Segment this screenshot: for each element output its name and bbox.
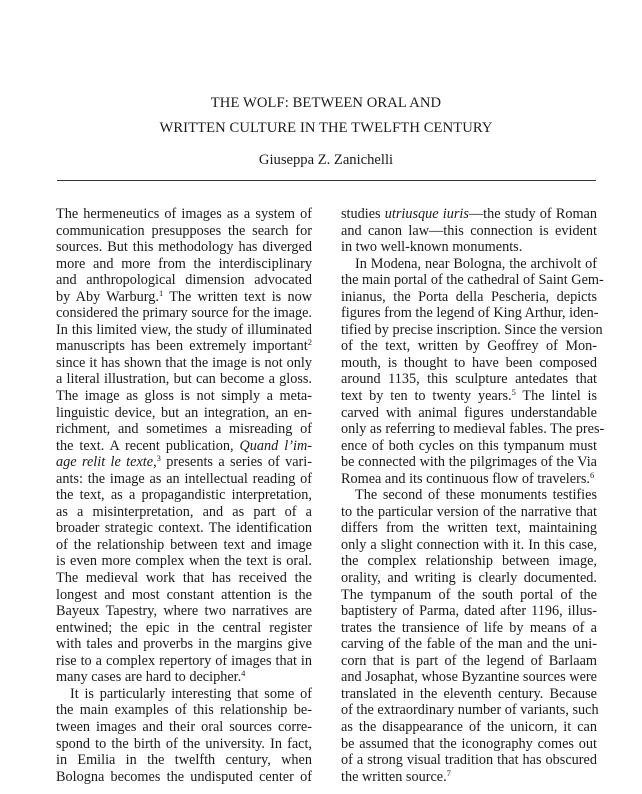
footnote-ref[interactable]: 3 [156, 453, 161, 464]
italic-title: age relit le texte, [56, 454, 157, 471]
article-title-line-2: WRITTEN CULTURE IN THE TWELFTH CENTURY [159, 120, 493, 136]
text-line: since it has shown that the image is not only [56, 354, 312, 371]
right-column [341, 206, 605, 785]
text-line: the main portal of the cathedral of Saint Gem- [341, 272, 604, 289]
footnote-ref[interactable]: 2 [307, 337, 312, 348]
footnote-ref[interactable]: 4 [241, 668, 246, 679]
text-line: and canon law—this connection is evident [341, 222, 597, 239]
text-line: richment, and sometimes a misreading of [56, 421, 312, 438]
text-line: tified by precise inscription. Since the version [341, 321, 603, 338]
text-line: of the extraordinary number of variants, such [341, 702, 599, 719]
text-line: figures from the legend of King Arthur, iden- [341, 305, 599, 322]
article-title-line-1: THE WOLF: BETWEEN ORAL AND [210, 95, 442, 111]
text-line: The second of these monuments testifies [355, 487, 597, 504]
text-line: the text, as a propagandistic interpretation, [56, 487, 312, 504]
footnote-ref[interactable]: 6 [589, 469, 595, 480]
text-line: mouth, is thought to have been composed [341, 354, 597, 371]
text-line: and anthropological dimension advocated [56, 272, 312, 289]
footnote-ref[interactable]: 1 [158, 287, 164, 298]
text-line: around 1135, this sculpture antedates that [341, 371, 597, 388]
text-line: many cases are hard to decipher.$^4$ [56, 668, 246, 686]
text-line: and Josaphat, whose Byzantine sources were [341, 669, 597, 686]
footnote-ref[interactable]: 7 [446, 767, 451, 778]
text-line: The hermeneutics of images as a system of [56, 206, 312, 222]
text-line: with tales and proverbs in the margins give [56, 636, 312, 653]
text-line: in two well-known monuments. [341, 239, 523, 256]
text-line: linguistic device, but an integration, an en- [56, 404, 312, 421]
text-line: entwined; the epic in the central register [56, 619, 312, 636]
text-line: age relit le texte,$^3$ presents a series of vari- [56, 453, 312, 471]
text-line: trates the transience of life by means of a [341, 619, 597, 636]
text-line: In this limited view, the study of illuminated [56, 321, 312, 338]
text-line: Bayeux Tapestry, where two narratives are [56, 603, 312, 620]
text-line: In Modena, near Bologna, the archivolt of [355, 255, 597, 272]
text-line: text by ten to twenty years.$^5$ The lintel is [341, 387, 597, 405]
text-line: the written source.$^7$ [341, 767, 451, 785]
text-line: The medieval work that has received the [56, 570, 312, 587]
text-line: more and more from the interdisciplinary [56, 255, 312, 272]
text-line: It is particularly interesting that some of [70, 685, 312, 702]
text-line: translated in the eleventh century. Because [341, 685, 597, 702]
text-line: the main examples of this relationship be- [56, 702, 312, 719]
text-line: manuscripts has been extremely important$^2$ [56, 337, 312, 355]
text-line: Bologna becomes the undisputed center of [56, 768, 312, 785]
text-line: as the disappearance of the unicorn, it can [341, 718, 597, 735]
text-line: considered the primary source for the image. [56, 305, 312, 322]
text-line: tween images and their oral sources corre- [56, 718, 312, 735]
text-line: differs from the written text, maintaining [341, 520, 597, 537]
text-line: of the text, written by Geoffrey of Mon- [341, 338, 597, 355]
italic-phrase: utriusque iuris [384, 206, 469, 222]
text-line: orality, and writing is clearly documented. [341, 570, 597, 587]
text-line: only as referring to medieval fables. The pres- [341, 421, 605, 438]
text-line: inianus, the Porta della Pescheria, depicts [341, 288, 597, 305]
text-line: rise to a complex repertory of images that in [56, 652, 312, 669]
text-line: as a misinterpretation, and as part of a [56, 503, 312, 520]
text-line: ence of both cycles on this tympanum must [341, 437, 597, 454]
text-line: carving of the fable of the man and the uni- [341, 636, 597, 653]
text-line: ants: the image as an intellectual reading of [56, 470, 312, 487]
text-line: broader strategic context. The identification [56, 520, 312, 537]
footnote-ref[interactable]: 5 [511, 387, 516, 398]
text-line: carved with animal figures understandable [341, 404, 597, 421]
text-line: baptistery of Parma, dated after 1196, illus- [341, 603, 597, 620]
text-line: communication presupposes the search for [56, 222, 312, 239]
text-line: the text. A recent publication, Quand l’im- [56, 437, 312, 454]
text-line: The image as gloss is not simply a meta- [56, 388, 312, 405]
text-line: be connected with the pilgrimages of the Via [341, 454, 597, 471]
text-line: the complex relationship between image, [341, 553, 597, 570]
author-name: Giuseppa Z. Zanichelli [258, 152, 394, 168]
text-line: Romea and its continuous flow of travelers.$^6$ [341, 469, 595, 487]
text-line: by Aby Warburg.$^1$ The written text is now [56, 287, 312, 305]
text-line: only a slight connection with it. In this case, [341, 536, 597, 553]
text-line: to the particular version of the narrative that [341, 503, 597, 520]
text-line: studies utriusque iuris—the study of Roman [341, 206, 597, 222]
text-line: is even more complex when the text is oral. [56, 553, 312, 570]
text-line: The tympanum of the south portal of the [341, 586, 597, 603]
left-column [56, 206, 312, 785]
header-divider [57, 180, 596, 181]
text-line: of the relationship between text and image [56, 536, 312, 553]
italic-title: Quand l’im- [239, 437, 312, 454]
text-line: of a strong visual tradition that has obscured [341, 752, 597, 769]
text-line: be assumed that the iconography comes out [341, 735, 597, 752]
text-line: a literal illustration, but can become a gloss. [56, 371, 312, 388]
text-line: sources. But this methodology has diverged [56, 239, 312, 256]
text-line: corn that is part of the legend of Barlaam [341, 652, 597, 669]
text-line: in Emilia in the twelfth century, when [56, 752, 312, 769]
text-line: longest and most constant attention is the [56, 586, 312, 603]
text-line: spond to the birth of the university. In fact, [56, 735, 312, 752]
